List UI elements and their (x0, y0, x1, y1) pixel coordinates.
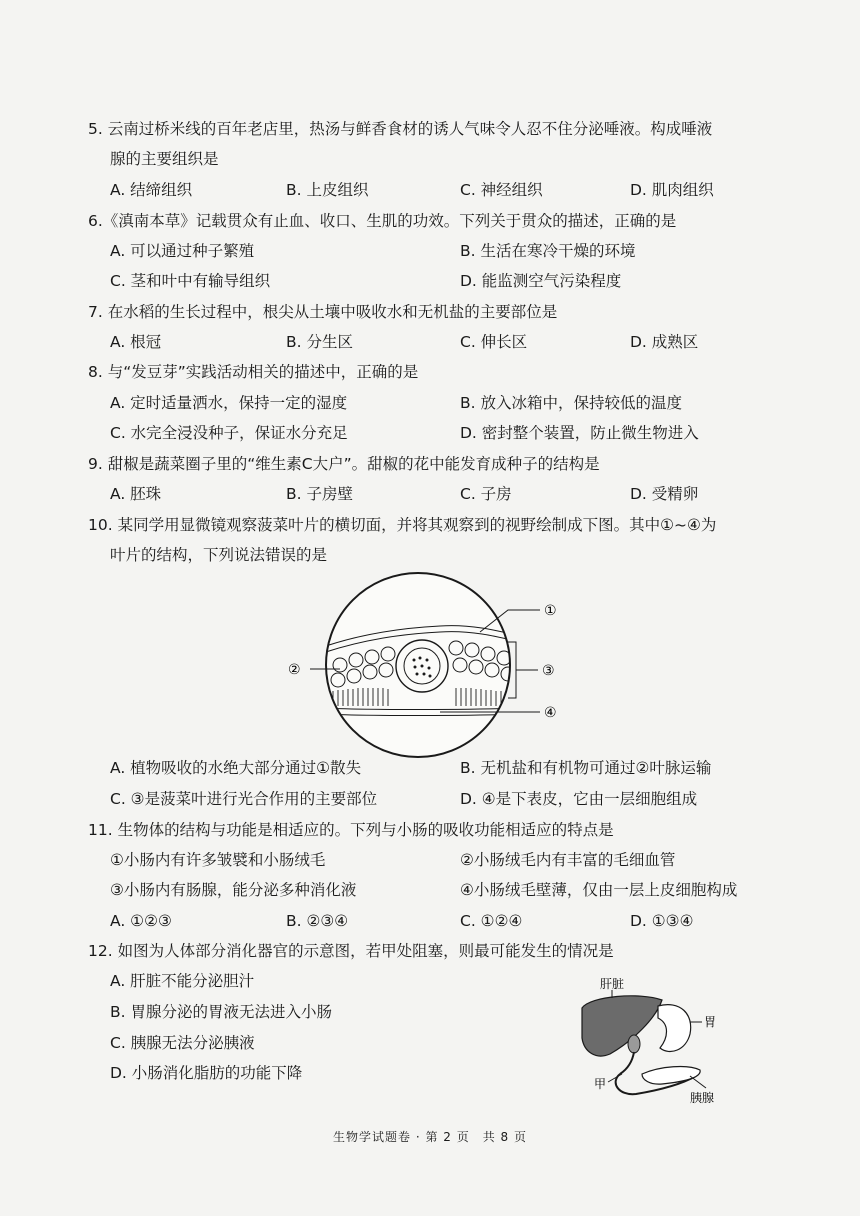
q7-option-c: C. 伸长区 (460, 333, 528, 351)
digestive-organs-figure (570, 978, 740, 1108)
q11-statement-4: ④小肠绒毛壁薄，仅由一层上皮细胞构成 (460, 881, 738, 899)
q8-option-c: C. 水完全浸没种子，保证水分充足 (110, 424, 348, 442)
q12-option-a: A. 肝脏不能分泌胆汁 (110, 972, 255, 990)
q10-stem-line1: 10. 某同学用显微镜观察菠菜叶片的横切面，并将其观察到的视野绘制成下图。其中①~④为 (88, 516, 717, 534)
label-stomach: 胃 (704, 1015, 717, 1029)
q11-option-b: B. ②③④ (286, 912, 349, 930)
q7-stem: 7. 在水稻的生长过程中，根尖从土壤中吸收水和无机盐的主要部位是 (88, 303, 558, 321)
q6-stem: 6.《滇南本草》记载贯众有止血、收口、生肌的功效。下列关于贯众的描述，正确的是 (88, 212, 677, 230)
q6-option-b: B. 生活在寒冷干燥的环境 (460, 242, 636, 260)
q11-option-d: D. ①③④ (630, 912, 694, 930)
q7-option-b: B. 分生区 (286, 333, 353, 351)
figure-label-3: ③ (542, 663, 555, 679)
q12-option-b: B. 胃腺分泌的胃液无法进入小肠 (110, 1003, 332, 1021)
figure-label-4: ④ (544, 705, 557, 721)
q11-option-c: C. ①②④ (460, 912, 523, 930)
q5-option-a: A. 结缔组织 (110, 181, 193, 199)
q5-option-c: C. 神经组织 (460, 181, 543, 199)
q5-stem-line2: 腺的主要组织是 (110, 150, 219, 168)
q10-option-c: C. ③是菠菜叶进行光合作用的主要部位 (110, 790, 378, 808)
q5-option-d: D. 肌肉组织 (630, 181, 714, 199)
label-liver: 肝脏 (600, 978, 625, 991)
q8-option-b: B. 放入冰箱中，保持较低的温度 (460, 394, 682, 412)
q11-stem: 11. 生物体的结构与功能是相适应的。下列与小肠的吸收功能相适应的特点是 (88, 821, 614, 839)
label-pancreas: 胰腺 (690, 1091, 715, 1105)
q12-option-c: C. 胰腺无法分泌胰液 (110, 1034, 255, 1052)
q6-option-c: C. 茎和叶中有输导组织 (110, 272, 271, 290)
figure-label-2: ② (288, 662, 301, 678)
q10-option-b: B. 无机盐和有机物可通过②叶脉运输 (460, 759, 712, 777)
q12-stem: 12. 如图为人体部分消化器官的示意图，若甲处阻塞，则最可能发生的情况是 (88, 942, 614, 960)
q9-option-c: C. 子房 (460, 485, 512, 503)
q8-option-a: A. 定时适量洒水，保持一定的湿度 (110, 394, 348, 412)
q7-option-a: A. 根冠 (110, 333, 162, 351)
q5-stem-line1: 5. 云南过桥米线的百年老店里，热汤与鲜香食材的诱人气味令人忍不住分泌唾液。构成唾液 (88, 120, 713, 138)
q8-option-d: D. 密封整个装置，防止微生物进入 (460, 424, 699, 442)
page-footer: 生物学试题卷 · 第 2 页 共 8 页 (333, 1130, 527, 1144)
q5-option-b: B. 上皮组织 (286, 181, 369, 199)
q10-option-a: A. 植物吸收的水绝大部分通过①散失 (110, 759, 362, 777)
q11-statement-1: ①小肠内有许多皱襞和小肠绒毛 (110, 851, 326, 869)
q9-option-d: D. 受精卵 (630, 485, 699, 503)
q10-option-d: D. ④是下表皮，它由一层细胞组成 (460, 790, 698, 808)
q9-option-b: B. 子房壁 (286, 485, 353, 503)
leaf-cross-section-figure (280, 570, 620, 760)
q11-statement-2: ②小肠绒毛内有丰富的毛细血管 (460, 851, 676, 869)
q9-option-a: A. 胚珠 (110, 485, 162, 503)
q9-stem: 9. 甜椒是蔬菜圈子里的“维生素C大户”。甜椒的花中能发育成种子的结构是 (88, 455, 600, 473)
q7-option-d: D. 成熟区 (630, 333, 699, 351)
label-jia: 甲 (594, 1077, 607, 1091)
figure-label-1: ① (544, 603, 557, 619)
q6-option-d: D. 能监测空气污染程度 (460, 272, 622, 290)
q8-stem: 8. 与“发豆芽”实践活动相关的描述中，正确的是 (88, 363, 419, 381)
q10-stem-line2: 叶片的结构，下列说法错误的是 (110, 546, 328, 564)
q6-option-a: A. 可以通过种子繁殖 (110, 242, 255, 260)
q11-statement-3: ③小肠内有肠腺，能分泌多种消化液 (110, 881, 357, 899)
q11-option-a: A. ①②③ (110, 912, 172, 930)
q12-option-d: D. 小肠消化脂肪的功能下降 (110, 1064, 303, 1082)
